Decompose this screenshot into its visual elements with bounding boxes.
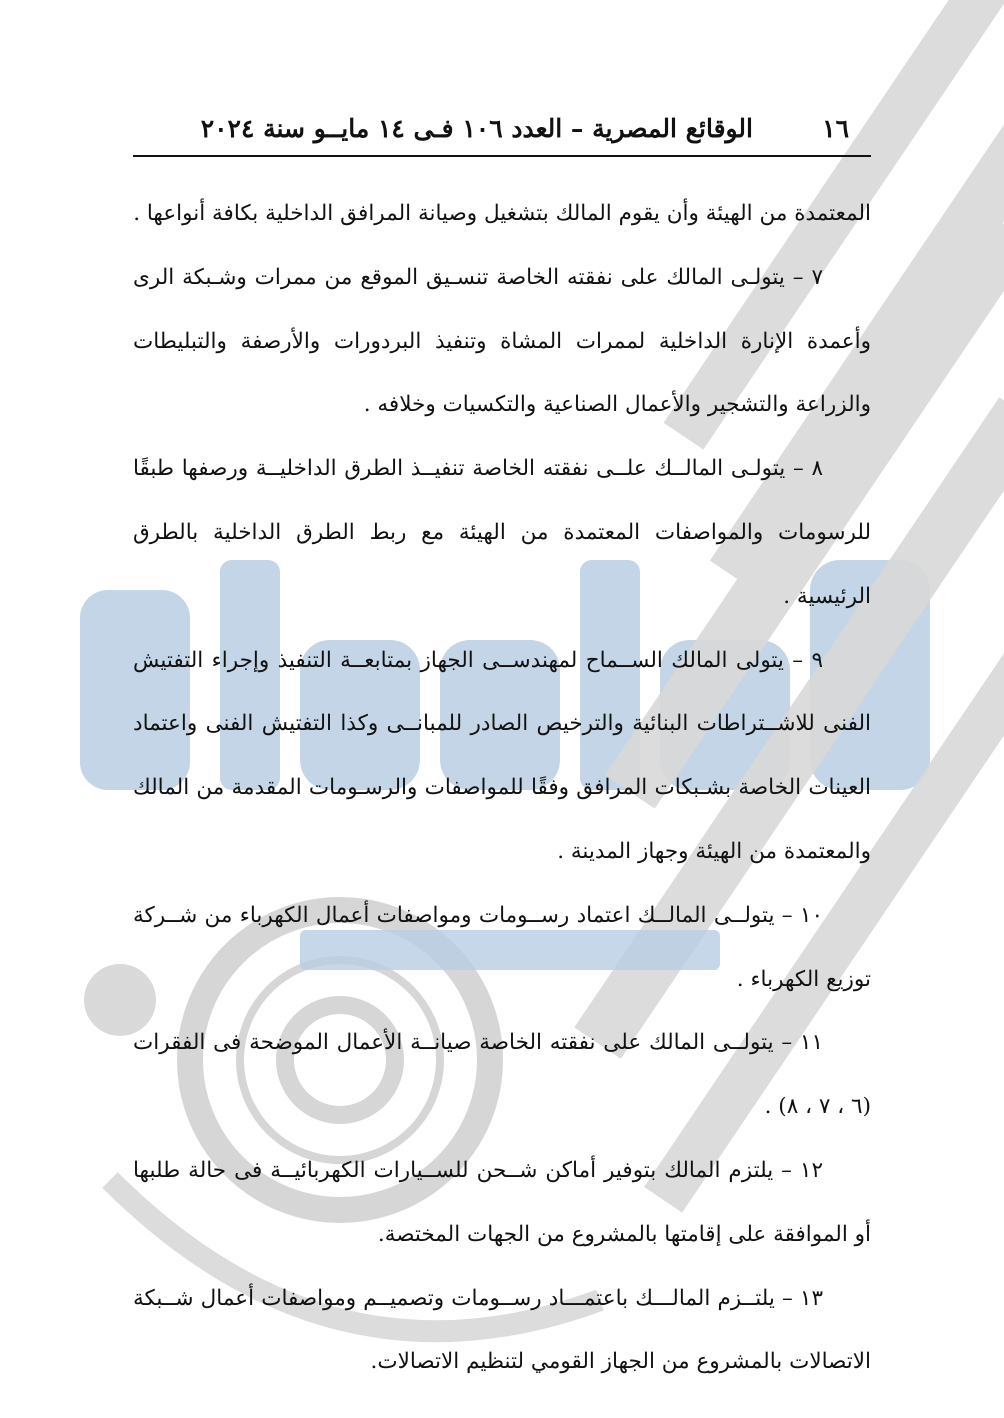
paragraph-item-8: ٨ – يتولـى المالــك علــى نفقته الخاصة تنفيــذ الطرق الداخليــة ورصفها طبقًا للرسومات والمواصفات المعتمدة من الهيئة مع ربط الطرق الداخلية بالطرق الرئيسية . [133,456,871,609]
paragraph-continuation: المعتمدة من الهيئة وأن يقوم المالك بتشغيل وصيانة المرافق الداخلية بكافة أنواعها . [133,201,871,226]
paragraph-item-7: ٧ – يتولـى المالك على نفقته الخاصة تنسـيق الموقع من ممرات وشـبكة الرى وأعمدة الإنارة الداخلية لممرات المشاة وتنفيذ البردورات والأرصفة والتبليطات والزراعة والتشجير والأعمال الصناعية والتكسيات وخلافه . [133,264,871,418]
paragraph-item-13: ١٣ – يلتــزم المالـــك باعتمـــاد رســومات وتصميــم ومواصفات أعمال شــبكة الاتصالات بالمشروع من الجهاز القومي لتنظيم الاتصالات. [133,1285,871,1375]
paragraph-item-12: ١٢ – يلتزم المالك بتوفير أماكن شــحن للســيارات الكهربائيــة فى حالة طلبها أو الموافقة على إقامتها بالمشروع من الجهات المختصة. [133,1157,871,1247]
header-title: الوقائع المصرية – العدد ١٠٦ فـى ١٤ مايــو سنة ٢٠٢٤ [200,114,753,143]
header-rule [133,155,871,157]
paragraph-item-10: ١٠ – يتولــى المالــك اعتماد رســومات ومواصفات أعمال الكهرباء من شــركة توزيع الكهرباء . [133,902,871,992]
body-text [133,182,871,1394]
page-header [133,112,871,150]
paragraph-item-11: ١١ – يتولــى المالك على نفقته الخاصة صيانــة الأعمال الموضحة فى الفقرات (٦ ، ٧ ، ٨) . [133,1030,871,1120]
paragraph-item-9: ٩ – يتولى المالك الســماح لمهندســى الجهاز بمتابعــة التنفيذ وإجراء التفتيش الفنى للاشــتراطات البنائية والترخيص الصادر للمبانــى وكذا التفتيش الفنى واعتماد العينات الخاصة بشـبكات المرافق وفقًا للمواصفات والرسـومات المقدمة من المالك والمعتمدة من الهيئة وجهاز المدينة . [133,647,871,864]
page-number: ١٦ [822,114,849,143]
